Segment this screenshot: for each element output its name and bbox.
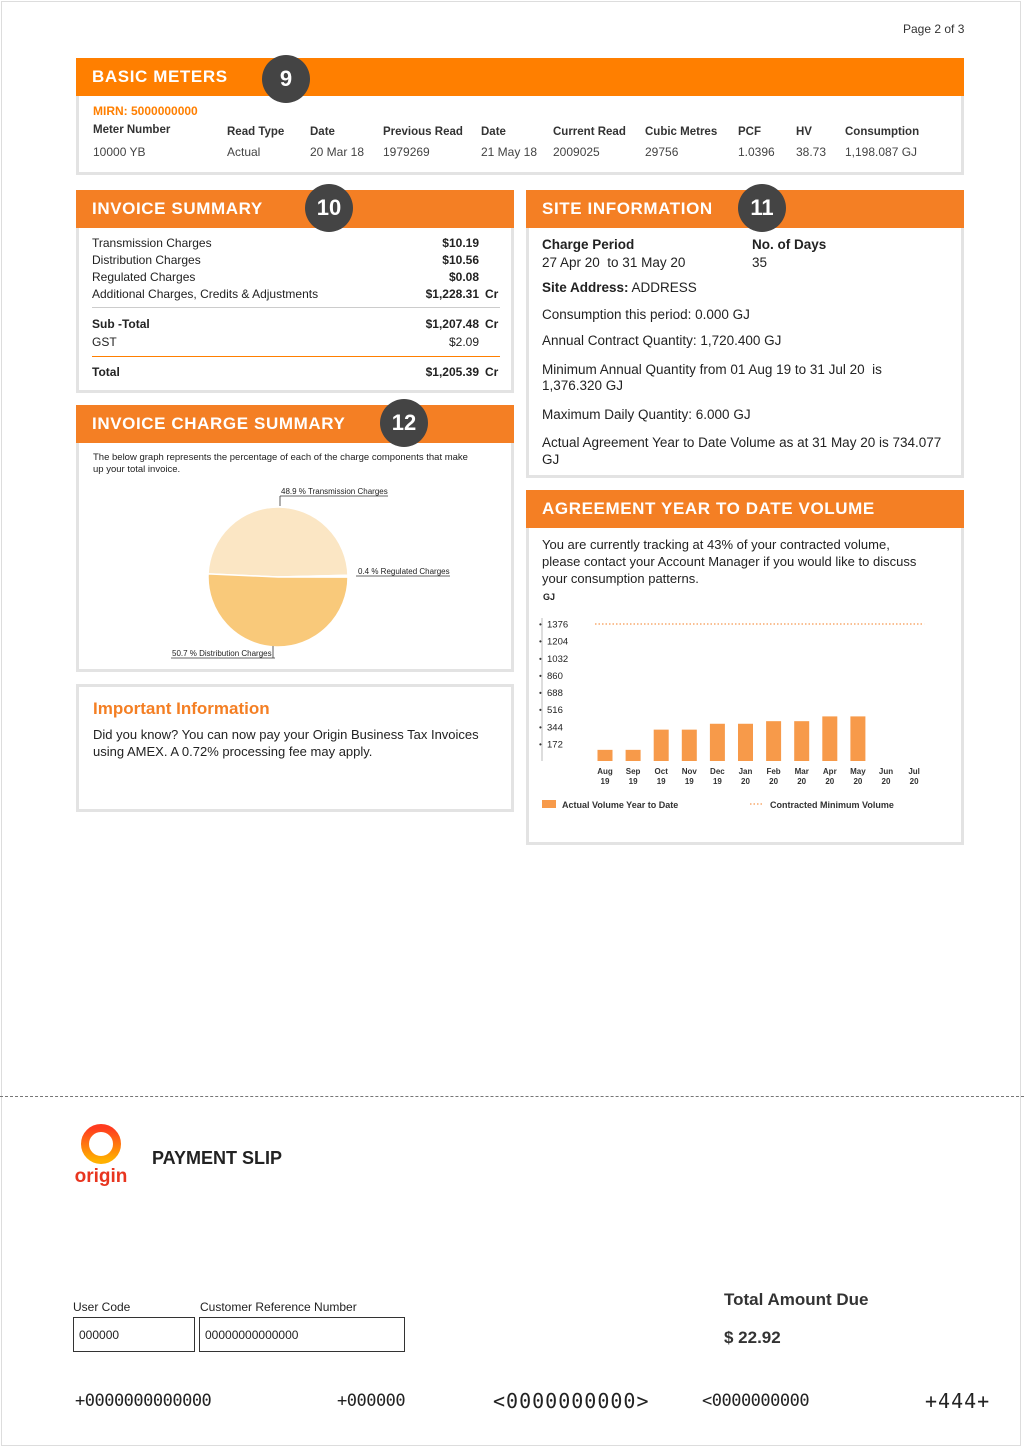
y-tick-label: 1376 (547, 619, 569, 631)
pie-slice-transmission (208, 507, 348, 577)
total-label: Total (92, 365, 120, 379)
invoice-row-amount: $1,228.31 (425, 287, 479, 301)
callout-badge-10: 10 (305, 184, 353, 232)
legend-actual-swatch (542, 800, 556, 808)
x-tick-month: Apr (822, 767, 837, 776)
y-tick-label: 516 (547, 705, 563, 717)
x-tick-month: Feb (766, 767, 781, 776)
invoice-total-divider (92, 356, 500, 357)
origin-logo-text: origin (74, 1166, 128, 1187)
important-information-line1: Did you know? You can now pay your Origin Business Tax Invoices (93, 727, 479, 742)
y-tick-mark: • (539, 637, 542, 647)
chart-bars (598, 716, 866, 761)
origin-logo-ring (85, 1128, 117, 1160)
legend-actual-label: Actual Volume Year to Date (562, 800, 679, 810)
bar-actual-volume (682, 730, 697, 761)
site-address (542, 280, 697, 295)
micr-code-3: <0000000000> (493, 1389, 650, 1413)
meters-header-date-2: Date (481, 126, 506, 138)
charge-summary-desc-line2: up your total invoice. (93, 464, 181, 475)
y-tick-label: 344 (547, 722, 563, 734)
bar-actual-volume (710, 724, 725, 761)
subtotal-suffix: Cr (485, 317, 499, 331)
invoice-summary-title: INVOICE SUMMARY (92, 199, 263, 218)
site-information-title: SITE INFORMATION (542, 199, 713, 218)
y-tick-mark: • (539, 722, 542, 732)
pie-label-distribution: 50.7 % Distribution Charges (172, 649, 272, 658)
bar-actual-volume (654, 730, 669, 761)
important-information-title: Important Information (93, 699, 270, 718)
bar-actual-volume (850, 716, 865, 761)
x-tick-month: May (850, 767, 866, 776)
meters-header-pcf: PCF (738, 126, 761, 138)
charge-summary-desc-line1: The below graph represents the percentage of each of the charge components that make (93, 452, 468, 463)
invoice-row-amount: $10.19 (442, 236, 479, 250)
y-tick-labels (539, 620, 568, 751)
user-code-field[interactable]: 000000 (73, 1317, 195, 1352)
x-tick-year: 20 (797, 777, 807, 786)
y-tick-mark: • (539, 705, 542, 715)
bar-actual-volume (598, 750, 613, 761)
bar-actual-volume (738, 724, 753, 761)
agreement-text-line1: You are currently tracking at 43% of your contracted volume, (542, 537, 890, 552)
legend-contracted-label: Contracted Minimum Volume (770, 800, 894, 810)
x-tick-month: Oct (654, 767, 668, 776)
x-tick-year: 20 (909, 777, 919, 786)
y-tick-mark: • (539, 620, 542, 629)
callout-badge-11: 11 (738, 184, 786, 232)
x-tick-year: 19 (656, 777, 666, 786)
invoice-divider (92, 307, 500, 308)
y-axis-unit-label: GJ (543, 592, 556, 602)
invoice-row-label: Transmission Charges (92, 236, 212, 250)
callout-badge-9: 9 (262, 55, 310, 103)
total-amount-due-label: Total Amount Due (724, 1290, 869, 1309)
subtotal-amount: $1,207.48 (425, 317, 479, 331)
x-tick-month: Dec (710, 767, 725, 776)
invoice-row-amount: $0.08 (448, 270, 479, 284)
gst-amount: $2.09 (448, 335, 479, 349)
meters-value-current-read: 2009025 (553, 145, 600, 159)
x-tick-year: 19 (712, 777, 722, 786)
ytd-volume-line2: GJ (542, 452, 560, 467)
y-tick-mark: • (539, 671, 542, 681)
x-tick-month: Jul (908, 767, 920, 776)
invoice-row-label: Regulated Charges (92, 270, 196, 284)
meters-value-previous-read: 1979269 (383, 145, 430, 159)
consumption-this-period: Consumption this period: 0.000 GJ (542, 307, 750, 322)
page-number: Page 2 of 3 (903, 22, 965, 36)
origin-logo (70, 1122, 132, 1192)
meters-header-meter-number: Meter Number (93, 124, 171, 136)
meters-value-date: 20 Mar 18 (310, 145, 365, 159)
x-tick-year: 19 (628, 777, 638, 786)
days-label: No. of Days (752, 237, 827, 252)
y-tick-label: 1032 (547, 653, 569, 665)
bar-actual-volume (822, 716, 837, 761)
bar-actual-volume (766, 721, 781, 761)
meters-header-cubic-metres: Cubic Metres (645, 126, 718, 138)
crn-field[interactable]: 00000000000000 (199, 1317, 405, 1352)
basic-meters-header (76, 58, 964, 96)
invoice-row-label: Distribution Charges (92, 253, 201, 267)
meters-value-pcf: 1.0396 (738, 145, 775, 159)
subtotal-label: Sub -Total (92, 317, 150, 331)
y-tick-mark: • (539, 739, 542, 749)
y-tick-label: 688 (547, 688, 563, 699)
total-amount: $1,205.39 (425, 365, 479, 379)
y-tick-mark: • (539, 654, 542, 664)
invoice-summary-header (76, 190, 514, 228)
x-tick-year: 20 (825, 777, 835, 786)
charge-pie-chart (76, 470, 514, 670)
crn-label: Customer Reference Number (200, 1300, 357, 1314)
meters-header-current-read: Current Read (553, 126, 626, 138)
agreement-ytd-title: AGREEMENT YEAR TO DATE VOLUME (542, 499, 875, 518)
agreement-text-line3: your consumption patterns. (542, 571, 699, 586)
x-tick-year: 20 (881, 777, 891, 786)
x-tick-month: Mar (794, 767, 809, 776)
annual-contract-quantity: Annual Contract Quantity: 1,720.400 GJ (542, 333, 782, 348)
meters-header-date: Date (310, 126, 335, 138)
meters-header-consumption: Consumption (845, 126, 920, 138)
x-tick-month: Jan (738, 767, 753, 776)
x-tick-labels (597, 767, 920, 786)
payment-slip-title: PAYMENT SLIP (152, 1148, 283, 1168)
invoice-row-label: Additional Charges, Credits & Adjustments (92, 287, 319, 301)
charge-period-value: 27 Apr 20 to 31 May 20 (542, 255, 686, 270)
meters-header-hv: HV (796, 126, 812, 138)
meters-value-cubic-metres: 29756 (645, 145, 679, 159)
invoice-row-suffix: Cr (485, 287, 499, 301)
meters-header-previous-read: Previous Read (383, 126, 463, 138)
bar-actual-volume (794, 721, 809, 761)
invoice-row-amount: $10.56 (442, 253, 479, 267)
agreement-ytd-header (526, 490, 964, 528)
meters-value-meter-number: 10000 YB (93, 145, 146, 159)
user-code-label: User Code (73, 1300, 131, 1314)
x-tick-year: 20 (741, 777, 750, 786)
y-tick-label: 1204 (547, 636, 569, 648)
pie-label-regulated: 0.4 % Regulated Charges (358, 567, 450, 576)
x-tick-month: Nov (681, 767, 697, 776)
x-tick-year: 20 (853, 777, 863, 786)
gst-label: GST (92, 335, 117, 349)
ytd-volume-bar-chart (530, 588, 960, 823)
y-tick-label: 860 (547, 670, 563, 682)
x-tick-month: Aug (597, 767, 613, 776)
tear-off-line (0, 1096, 1024, 1097)
x-tick-month: Sep (625, 767, 641, 776)
meters-value-read-type: Actual (227, 145, 261, 159)
charge-period-label: Charge Period (542, 237, 635, 252)
minimum-annual-quantity-line1: Minimum Annual Quantity from 01 Aug 19 to 31 Jul 20 is (542, 362, 882, 377)
micr-code-4: <0000000000 (702, 1391, 810, 1411)
site-address-value: ADDRESS (631, 280, 697, 295)
x-tick-year: 19 (600, 777, 610, 786)
pie-slice-distribution (208, 574, 348, 647)
callout-badge-12: 12 (380, 399, 428, 447)
meters-value-hv: 38.73 (796, 145, 827, 159)
y-tick-mark: • (539, 688, 542, 698)
micr-code-5: +444+ (925, 1389, 991, 1413)
total-amount-due-value: $ 22.92 (724, 1328, 781, 1347)
maximum-daily-quantity: Maximum Daily Quantity: 6.000 GJ (542, 407, 751, 422)
meters-value-consumption: 1,198.087 GJ (845, 145, 918, 159)
agreement-text-line2: please contact your Account Manager if you would like to discuss (542, 554, 917, 569)
site-address-label: Site Address: (542, 280, 629, 295)
important-information-line2: using AMEX. A 0.72% processing fee may apply. (93, 744, 373, 759)
total-suffix: Cr (485, 365, 499, 379)
micr-code-1: +0000000000000 (75, 1391, 212, 1411)
bar-actual-volume (626, 750, 641, 761)
pie-slices (208, 507, 348, 647)
mirn-label: MIRN: 5000000000 (93, 104, 198, 118)
invoice-charge-summary-title: INVOICE CHARGE SUMMARY (92, 414, 346, 433)
x-tick-year: 19 (684, 777, 694, 786)
meters-header-read-type: Read Type (227, 126, 285, 138)
minimum-annual-quantity-line2: 1,376.320 GJ (542, 378, 624, 393)
y-tick-label: 172 (547, 739, 563, 751)
meters-value-date-2: 21 May 18 (481, 145, 538, 159)
x-tick-month: Jun (878, 767, 894, 776)
micr-code-2: +000000 (337, 1391, 406, 1411)
basic-meters-title: BASIC METERS (92, 67, 228, 86)
days-value: 35 (752, 255, 768, 270)
x-tick-year: 20 (769, 777, 779, 786)
ytd-volume-line1: Actual Agreement Year to Date Volume as at 31 May 20 is 734.077 (542, 435, 942, 450)
pie-label-transmission: 48.9 % Transmission Charges (281, 487, 388, 496)
invoice-charge-summary-header (76, 405, 514, 443)
